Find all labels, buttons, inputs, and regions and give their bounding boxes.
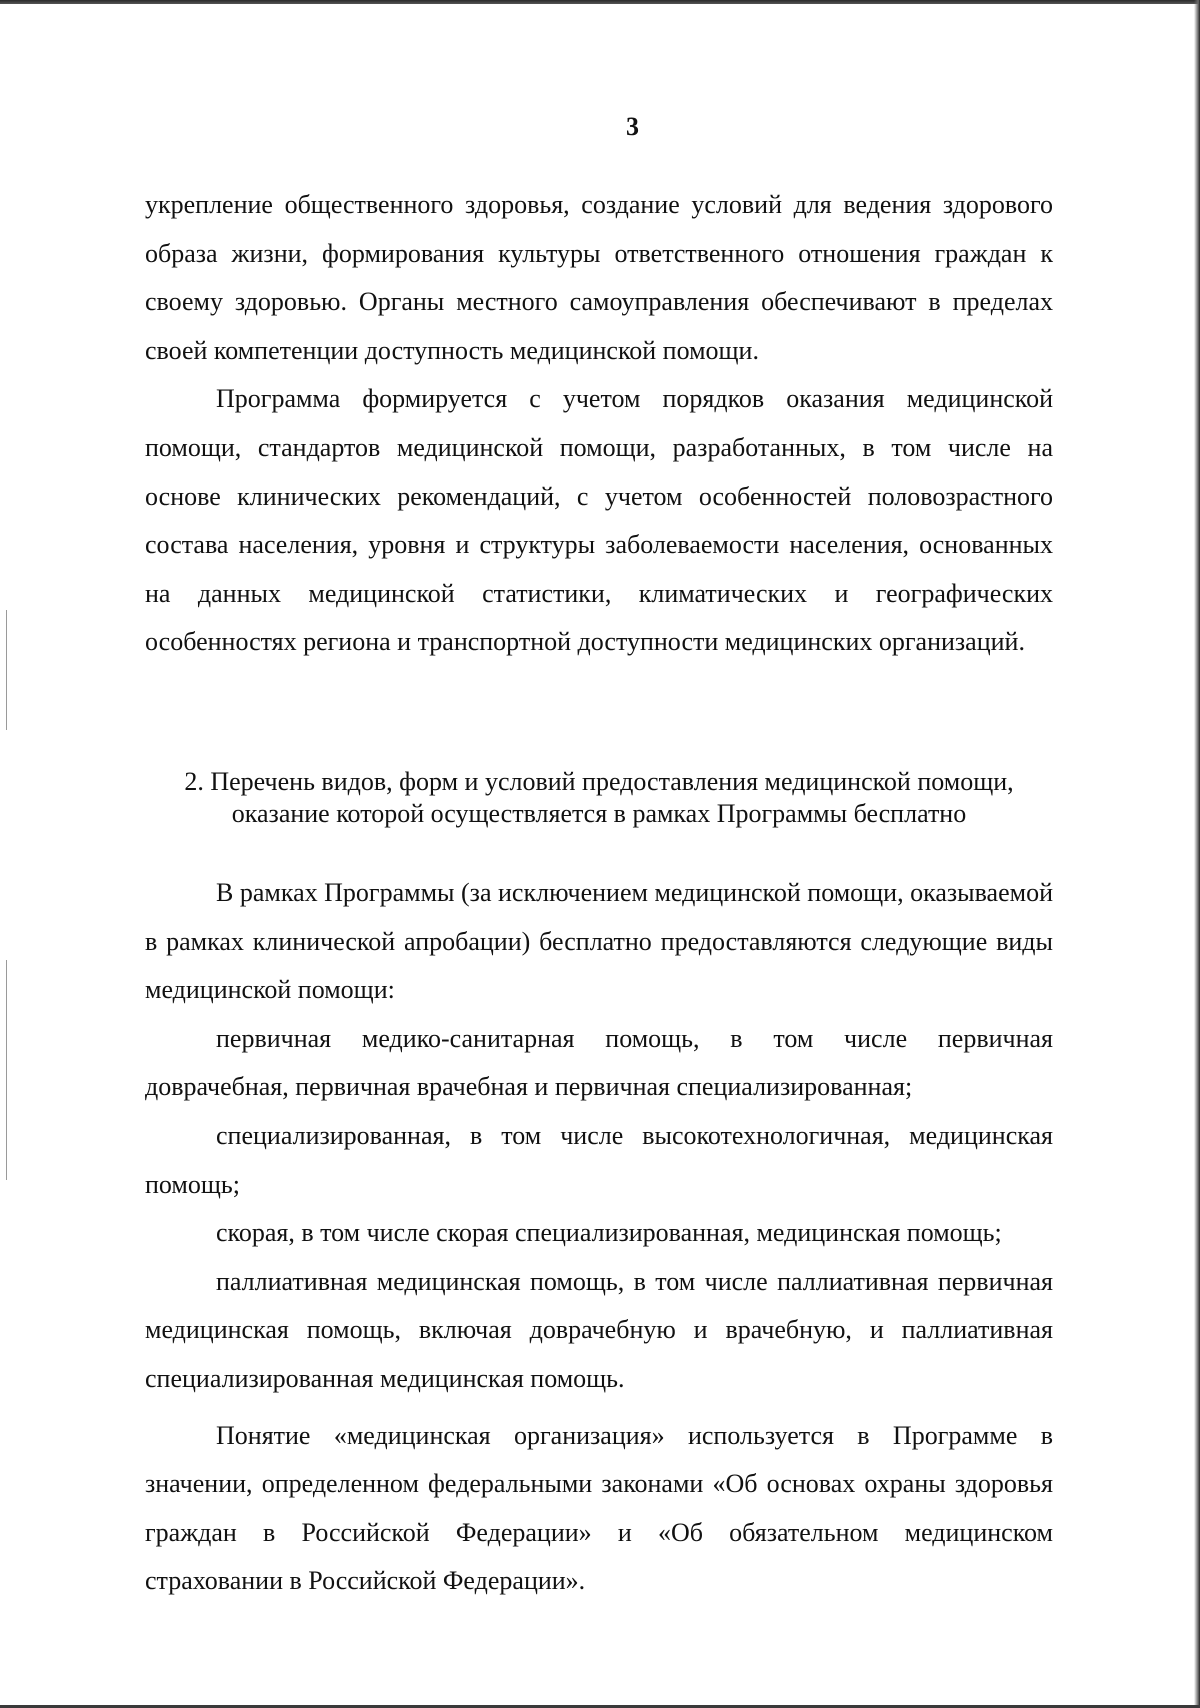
paragraph-free-care-intro: В рамках Программы (за исключением медицинской помощи, оказываемой в рамках клинической апробации) бесплатно предоставляются следующие виды медицинской помощи: (145, 878, 1053, 1005)
text-block-section-2 (145, 869, 1053, 1606)
scan-edge-right (1194, 0, 1200, 1708)
section-heading (145, 766, 1053, 830)
list-item-emergency-care: скорая, в том числе скорая специализированная, медицинская помощь; (216, 1218, 1002, 1248)
paragraph-program-formation: Программа формируется с учетом порядков оказания медицинской помощи, стандартов медицинской помощи, разработанных, в том числе на основе клинических рекомендаций, с учетом особенностей половозрастного состава населения, уровня и структуры заболеваемости населения, основанных на данных медицинской статистики, климатических и географических особенностях региона и транспортной доступности медицинских организаций. (145, 384, 1053, 657)
section-heading-line-1: 2. Перечень видов, форм и условий предоставления медицинской помощи, (184, 767, 1014, 796)
scan-edge-top (0, 0, 1200, 4)
list-item-specialized-care: специализированная, в том числе высокотехнологичная, медицинская помощь; (145, 1120, 1053, 1199)
list-item-palliative-care: паллиативная медицинская помощь, в том числе паллиативная первичная медицинская помощь, включая доврачебную и врачебную, и паллиативная специализированная медицинская помощь. (145, 1266, 1053, 1393)
paragraph-medical-organization-definition: Понятие «медицинская организация» используется в Программе в значении, определенном федеральными законами «Об основах охраны здоровья граждан в Российской Федерации» и «Об обязательном медицинском страховании в Российской Федерации». (145, 1420, 1053, 1596)
scan-artifact-left (6, 610, 7, 730)
paragraph-continuation: укрепление общественного здоровья, создание условий для ведения здорового образа жизни, формирования культуры ответственного отношения граждан к своему здоровью. Органы местного самоуправления обеспечивают в пределах своей компетенции доступность медицинской помощи. (145, 190, 1053, 365)
text-block-intro (145, 181, 1053, 667)
list-item-primary-care: первичная медико-санитарная помощь, в том числе первичная доврачебная, первичная врачебная и первичная специализированная; (145, 1023, 1053, 1102)
scan-artifact-left-lower (6, 960, 7, 1180)
section-heading-line-2: оказание которой осуществляется в рамках Программы бесплатно (231, 799, 967, 828)
page-number: 3 (626, 112, 639, 141)
